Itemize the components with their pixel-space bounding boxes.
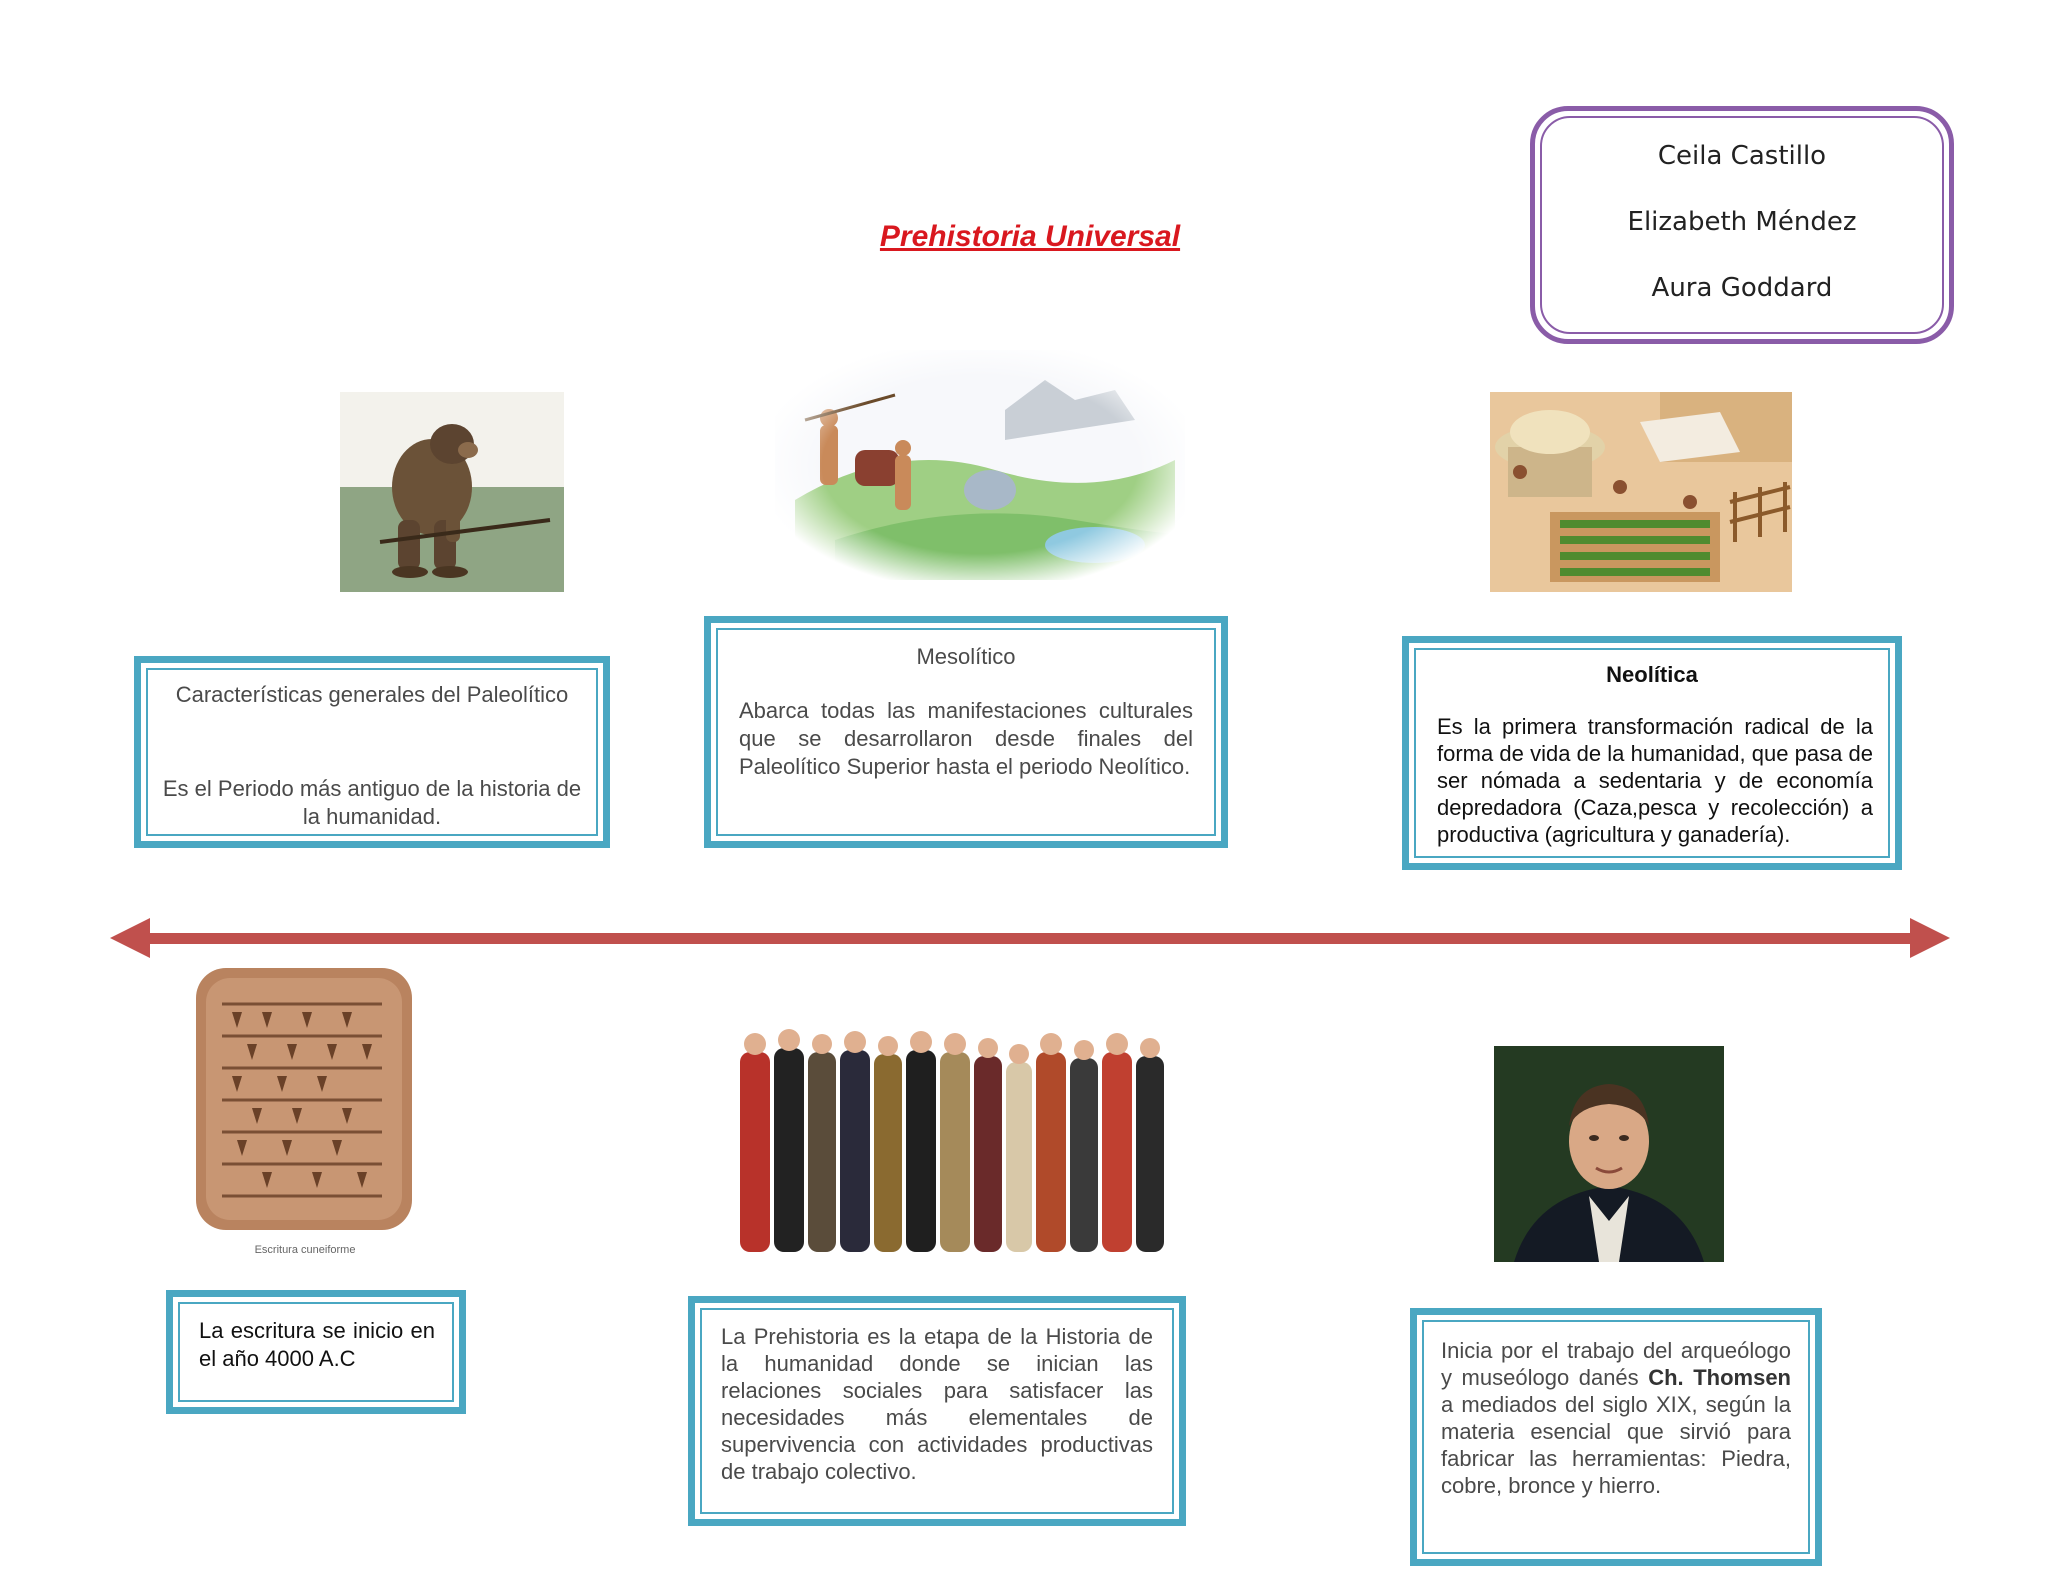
historical-costumes-image bbox=[730, 1022, 1170, 1258]
mesolitico-heading: Mesolítico bbox=[916, 644, 1016, 669]
thomsen-text-before: Inicia por el trabajo del arqueólogo y museólogo danés bbox=[1441, 1338, 1791, 1390]
timeline-right-arrowhead bbox=[1910, 918, 1950, 958]
mesolitico-text: Abarca todas las manifestaciones culturales que se desarrollaron desde finales del Paleolítico Superior hasta el periodo Neolítico. bbox=[739, 698, 1193, 779]
paleolitico-box bbox=[134, 656, 610, 848]
neolitica-heading: Neolítica bbox=[1606, 662, 1698, 687]
thomsen-text bbox=[1441, 1337, 1791, 1499]
paleolitico-text: Es el Periodo más antiguo de la historia de la humanidad. bbox=[162, 776, 582, 829]
hominid-image bbox=[340, 392, 564, 592]
cuneiform-tablet-image bbox=[192, 964, 418, 1260]
timeline-line bbox=[140, 933, 1920, 944]
page-title: Prehistoria Universal bbox=[879, 220, 1181, 253]
timeline-arrow bbox=[110, 918, 1950, 958]
author-name: Aura Goddard bbox=[1651, 273, 1833, 303]
thomsen-portrait-image bbox=[1494, 1046, 1724, 1262]
escritura-text: La escritura se inicio en el año 4000 A.C bbox=[199, 1318, 435, 1371]
paleolitico-heading: Características generales del Paleolítico bbox=[175, 682, 569, 707]
neolitica-text: Es la primera transformación radical de la forma de vida de la humanidad, que pasa de ser nómada a sedentaria y de economía depredadora (Caza,pesca y recolección) a productiva (agricultura y ganadería). bbox=[1437, 714, 1873, 847]
escritura-box bbox=[166, 1290, 466, 1414]
author-name: Ceila Castillo bbox=[1657, 141, 1827, 171]
neolitica-box bbox=[1402, 636, 1902, 870]
author-name: Elizabeth Méndez bbox=[1627, 207, 1857, 237]
tablet-caption: Escritura cuneiforme bbox=[254, 1244, 356, 1256]
mesolitico-box bbox=[704, 616, 1228, 848]
thomsen-name: Ch. Thomsen bbox=[1648, 1365, 1791, 1390]
timeline-left-arrowhead bbox=[110, 918, 150, 958]
thomsen-box bbox=[1410, 1308, 1822, 1566]
prehistoria-text: La Prehistoria es la etapa de la Historia de la humanidad donde se inician las relaciones sociales para satisfacer las necesidades más elementales de supervivencia con actividades productivas de trabajo colectivo. bbox=[721, 1324, 1153, 1484]
authors-box bbox=[1530, 106, 1954, 344]
hunting-scene-image bbox=[775, 350, 1185, 580]
neolithic-village-image bbox=[1490, 392, 1792, 592]
prehistoria-box bbox=[688, 1296, 1186, 1526]
thomsen-text-after: a mediados del siglo XIX, según la materia esencial que sirvió para fabricar las herramientas: Piedra, cobre, bronce y hierro. bbox=[1441, 1392, 1791, 1498]
